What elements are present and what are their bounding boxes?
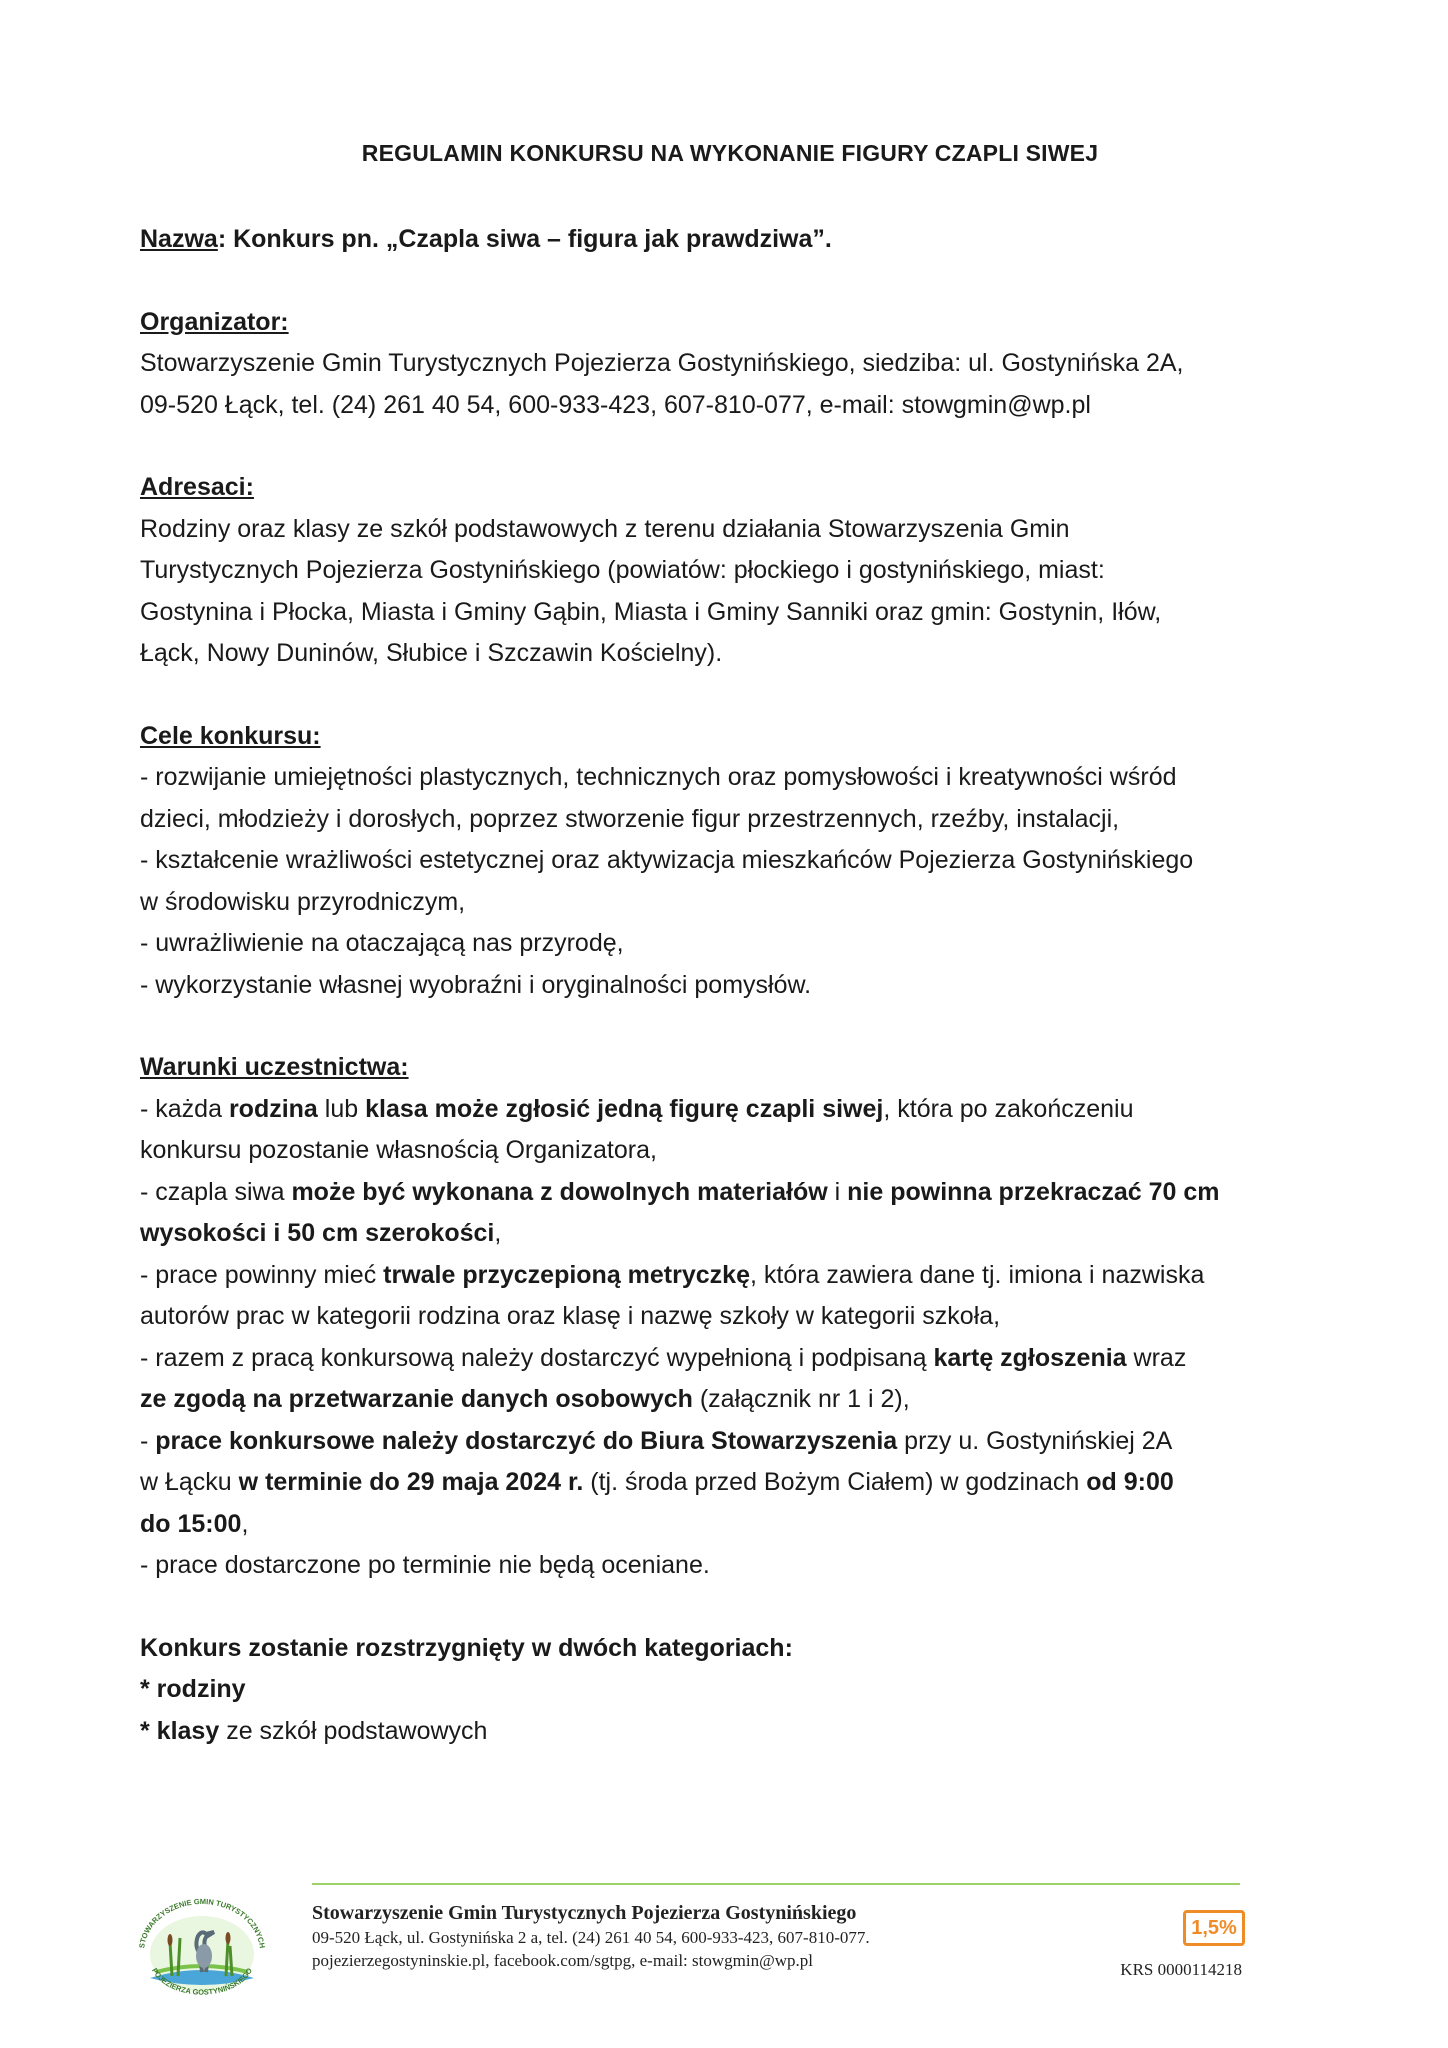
name-value: Konkurs pn. „Czapla siwa – figura jak prawdziwa”.	[226, 225, 832, 253]
organizer-line: 09-520 Łąck, tel. (24) 261 40 54, 600-933-423, 607-810-077, e-mail: stowgmin@wp.pl	[140, 390, 1091, 419]
conditions-line: - prace powinny mieć trwale przyczepioną metryczkę, która zawiera dane tj. imiona i nazwiska	[140, 1260, 1205, 1289]
goals-line: - wykorzystanie własnej wyobraźni i oryginalności pomysłów.	[140, 970, 812, 999]
recipients-line: Gostynina i Płocka, Miasta i Gminy Gąbin, Miasta i Gminy Sanniki oraz gmin: Gostynin, Iłów,	[140, 597, 1162, 626]
category-item: * rodziny	[140, 1675, 246, 1703]
svg-text:STOWARZYSZENIE GMIN TURYSTYCZN: STOWARZYSZENIE GMIN TURYSTYCZNYCH	[137, 1896, 267, 1949]
goals-line: - rozwijanie umiejętności plastycznych, technicznych oraz pomysłowości i kreatywności wśród	[140, 763, 1177, 791]
recipients-heading: Adresaci:	[140, 473, 254, 501]
recipients-line: Turystycznych Pojezierza Gostynińskiego (powiatów: płockiego i gostynińskiego, miast:	[140, 556, 1105, 584]
categories-heading: Konkurs zostanie rozstrzygnięty w dwóch kategoriach:	[140, 1633, 793, 1662]
conditions-line: autorów prac w kategorii rodzina oraz klasę i nazwę szkoły w kategorii szkoła,	[140, 1302, 1001, 1330]
conditions-line: wysokości i 50 cm szerokości,	[140, 1219, 502, 1247]
footer-address: 09-520 Łąck, ul. Gostynińska 2 a, tel. (24) 261 40 54, 600-933-423, 607-810-077.	[312, 1928, 870, 1947]
footer-divider	[312, 1883, 1240, 1885]
conditions-line: do 15:00,	[140, 1509, 249, 1538]
conditions-line: ze zgodą na przetwarzanie danych osobowych (załącznik nr 1 i 2),	[140, 1385, 910, 1413]
document-title: REGULAMIN KONKURSU NA WYKONANIE FIGURY CZAPLI SIWEJ	[361, 140, 1099, 166]
conditions-line: - prace konkursowe należy dostarczyć do Biura Stowarzyszenia przy u. Gostynińskiej 2A	[140, 1426, 1173, 1455]
goals-line: - uwrażliwienie na otaczającą nas przyrodę,	[140, 929, 624, 957]
goals-heading: Cele konkursu:	[140, 721, 321, 750]
organizer-heading: Organizator:	[140, 307, 289, 336]
organizer-line: Stowarzyszenie Gmin Turystycznych Pojezierza Gostynińskiego, siedziba: ul. Gostynińska 2A,	[140, 349, 1184, 377]
contest-name: Nazwa: Konkurs pn. „Czapla siwa – figura jak prawdziwa”.	[140, 225, 832, 253]
conditions-line: - prace dostarczone po terminie nie będą oceniane.	[140, 1551, 710, 1579]
krs-number: KRS 0000114218	[1120, 1960, 1242, 1979]
recipients-line: Łąck, Nowy Duninów, Słubice i Szczawin Kościelny).	[140, 639, 723, 667]
conditions-line: w Łącku w terminie do 29 maja 2024 r. (tj. środa przed Bożym Ciałem) w godzinach od 9:00	[140, 1468, 1174, 1496]
footer-web: pojezierzegostyninskie.pl, facebook.com/sgtpg, e-mail: stowgmin@wp.pl	[312, 1951, 813, 1970]
name-label: Nazwa	[140, 225, 218, 253]
footer-contact	[312, 1900, 1072, 1972]
tax-percent-badge: 1,5%	[1183, 1910, 1245, 1946]
goals-line: - kształcenie wrażliwości estetycznej oraz aktywizacja mieszkańców Pojezierza Gostynińskiego	[140, 846, 1194, 874]
svg-text:POJEZIERZA GOSTYNIŃSKIEGO: POJEZIERZA GOSTYNIŃSKIEGO	[150, 1966, 254, 1997]
document-page	[140, 140, 1320, 1752]
conditions-line: - razem z pracą konkursową należy dostarczyć wypełnioną i podpisaną kartę zgłoszenia wraz	[140, 1343, 1187, 1372]
conditions-line: konkursu pozostanie własnością Organizatora,	[140, 1136, 657, 1164]
goals-line: w środowisku przyrodniczym,	[140, 887, 466, 916]
footer-org-name: Stowarzyszenie Gmin Turystycznych Pojezierza Gostynińskiego	[312, 1902, 857, 1924]
recipients-line: Rodziny oraz klasy ze szkół podstawowych z terenu działania Stowarzyszenia Gmin	[140, 514, 1070, 543]
heron-logo-icon	[122, 1892, 282, 2002]
conditions-line: - czapla siwa może być wykonana z dowolnych materiałów i nie powinna przekraczać 70 cm	[140, 1177, 1220, 1206]
goals-line: dzieci, młodzieży i dorosłych, poprzez stworzenie figur przestrzennych, rzeźby, instalacji,	[140, 804, 1120, 833]
conditions-heading: Warunki uczestnictwa:	[140, 1053, 409, 1081]
category-item: * klasy ze szkół podstawowych	[140, 1716, 488, 1745]
conditions-line: - każda rodzina lub klasa może zgłosić jedną figurę czapli siwej, która po zakończeniu	[140, 1094, 1134, 1123]
